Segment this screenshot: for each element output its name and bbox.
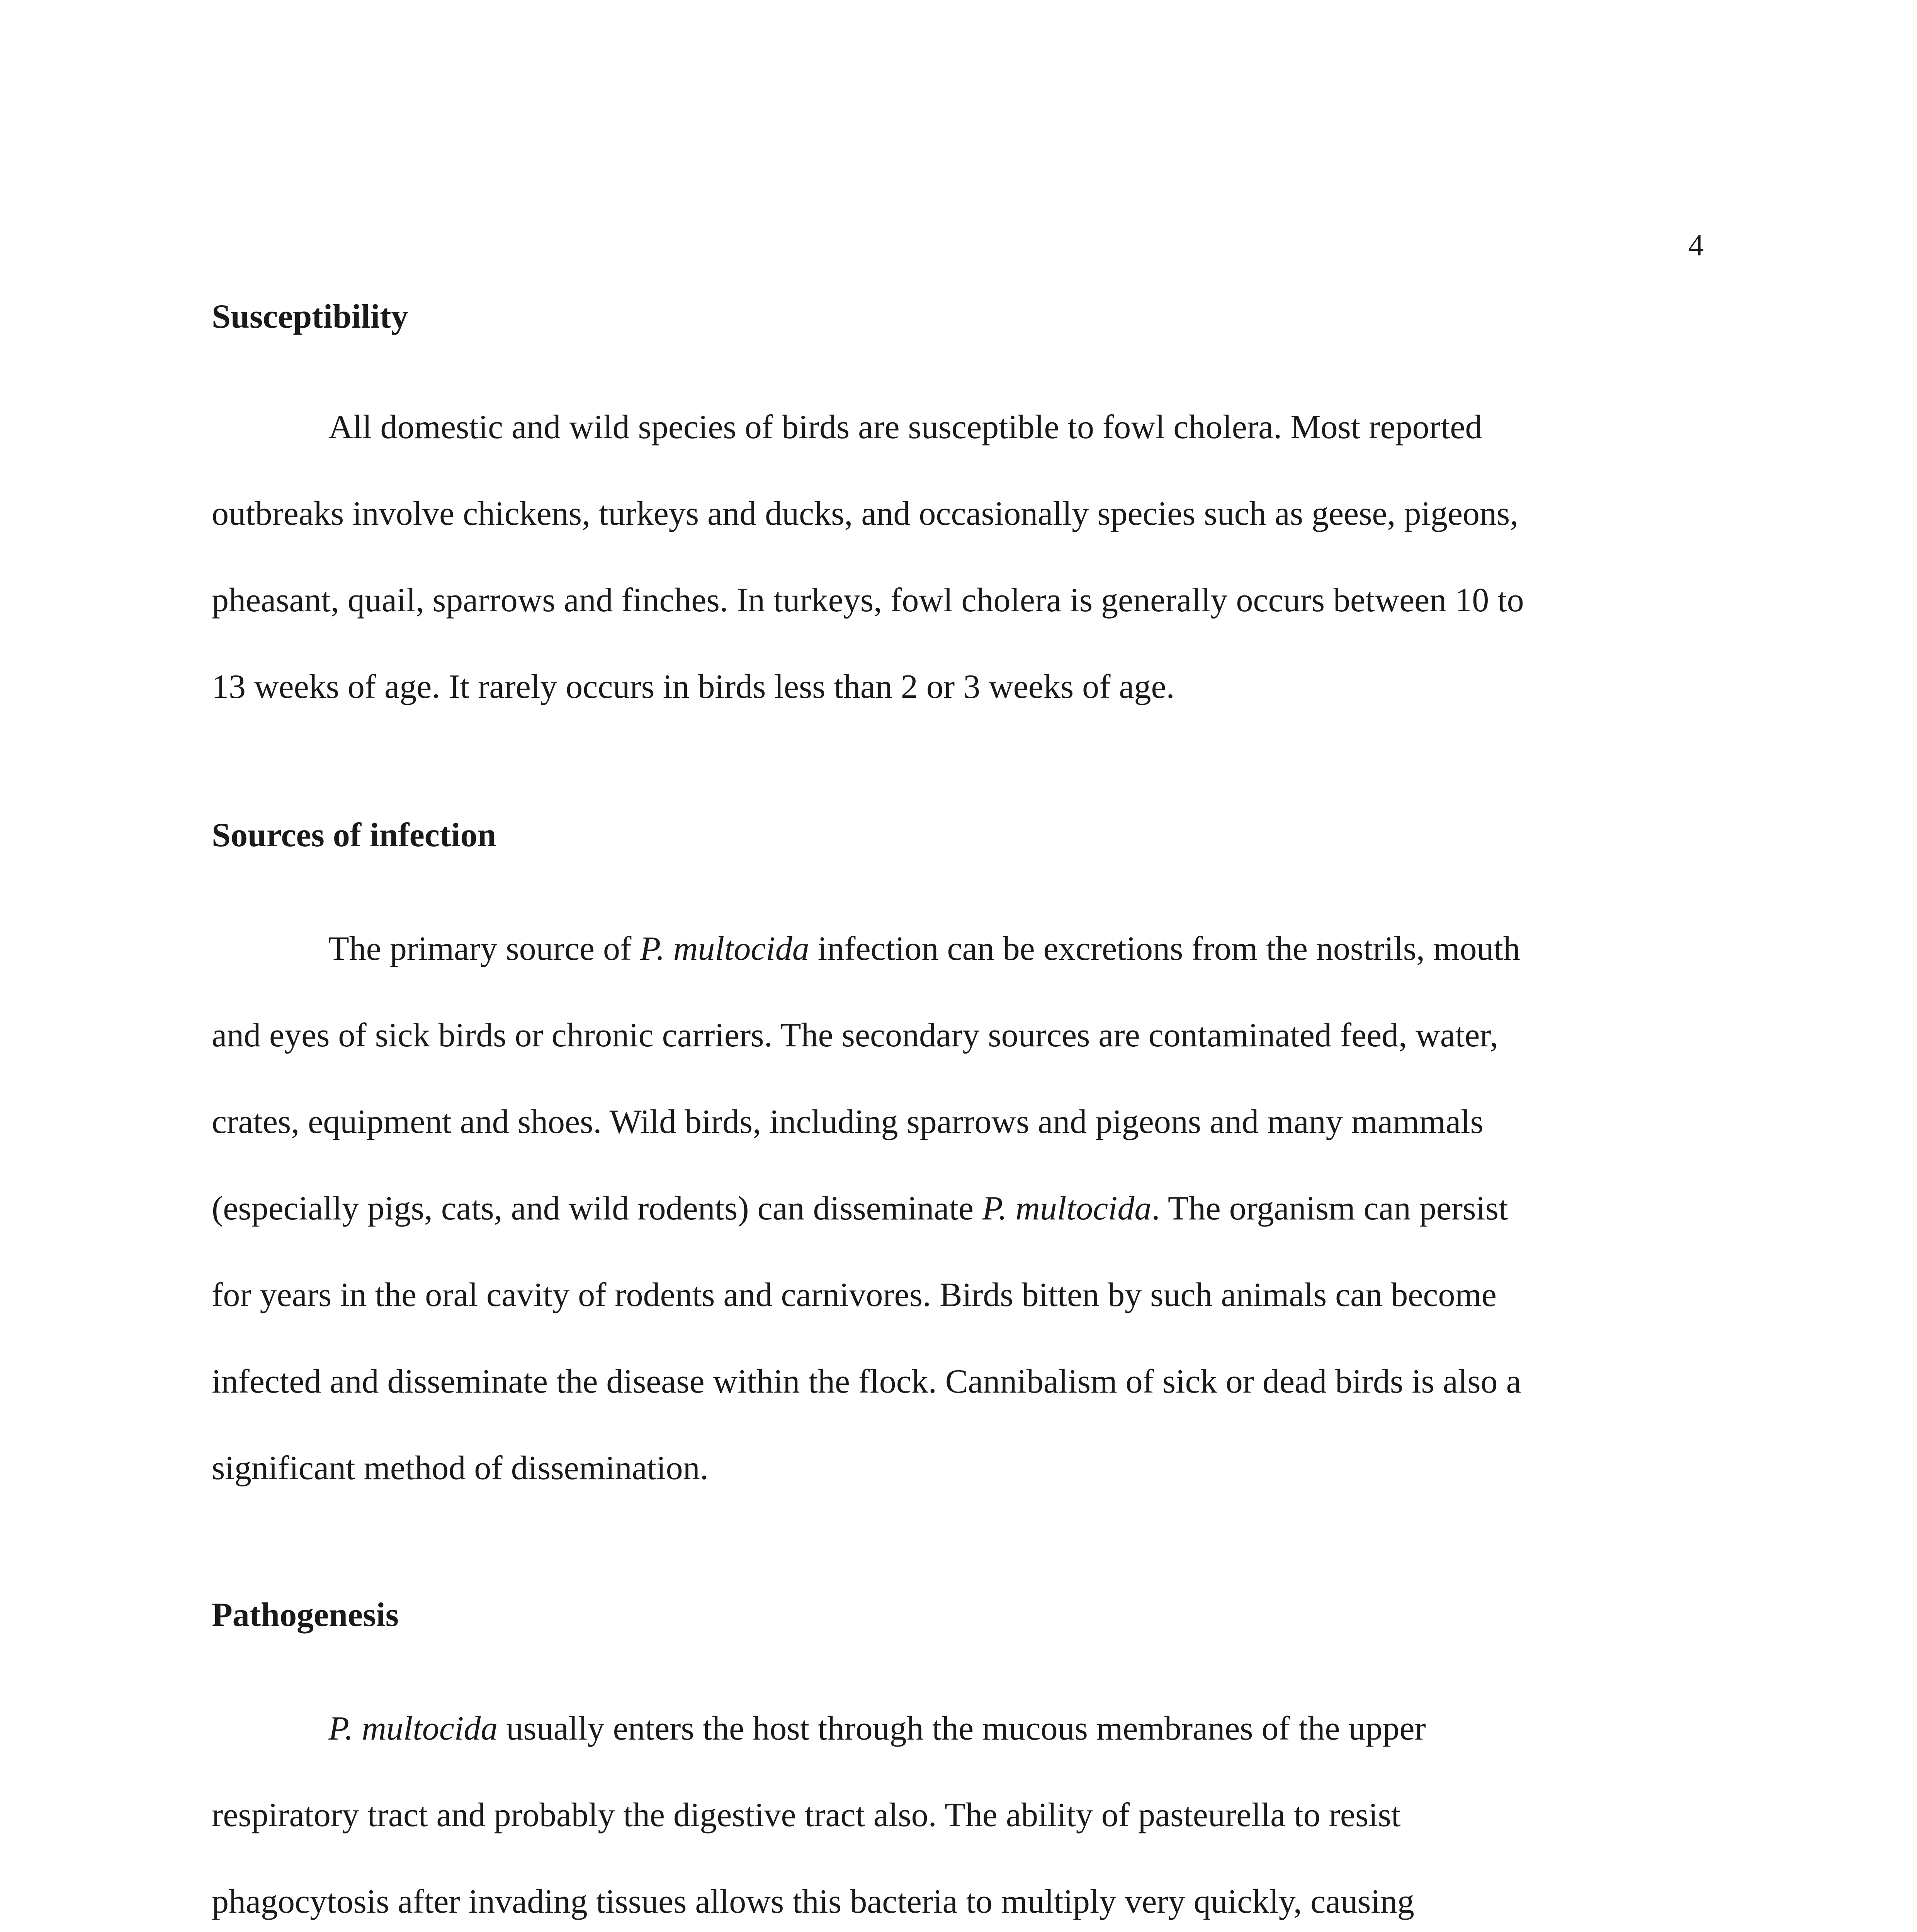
text-run: usually enters the host through the mucous membranes of the upper xyxy=(498,1710,1426,1747)
species-name-italic: P. multocida xyxy=(982,1190,1152,1227)
text-run: The primary source of xyxy=(328,930,640,968)
text-line xyxy=(212,1685,1718,1772)
text-line: crates, equipment and shoes. Wild birds, including sparrows and pigeons and many mammals xyxy=(212,1103,1484,1141)
text-run: . The organism can persist xyxy=(1151,1190,1508,1227)
page-number: 4 xyxy=(1688,228,1704,262)
section-pathogenesis xyxy=(212,1596,1718,1932)
text-run: infection can be excretions from the nostrils, mouth xyxy=(809,930,1520,968)
section-heading-sources: Sources of infection xyxy=(212,816,496,854)
paragraph-susceptibility xyxy=(212,384,1718,730)
section-susceptibility xyxy=(212,298,1718,730)
text-line: significant method of dissemination. xyxy=(212,1449,709,1487)
text-line: for years in the oral cavity of rodents and carnivores. Birds bitten by such animals can become xyxy=(212,1276,1497,1314)
section-sources-of-infection xyxy=(212,816,1718,1512)
paragraph-sources xyxy=(212,906,1718,1512)
species-name-italic: P. multocida xyxy=(328,1710,498,1747)
text-line: respiratory tract and probably the digestive tract also. The ability of pasteurella to resist xyxy=(212,1796,1401,1834)
text-run: (especially pigs, cats, and wild rodents) can disseminate xyxy=(212,1190,982,1227)
text-line: outbreaks involve chickens, turkeys and ducks, and occasionally species such as geese, pigeons, xyxy=(212,495,1519,532)
species-name-italic: P. multocida xyxy=(640,930,809,968)
section-heading-susceptibility: Susceptibility xyxy=(212,298,408,335)
text-line: and eyes of sick birds or chronic carriers. The secondary sources are contaminated feed, water, xyxy=(212,1017,1499,1054)
section-heading-pathogenesis: Pathogenesis xyxy=(212,1596,399,1634)
text-line xyxy=(212,906,1718,992)
text-line: All domestic and wild species of birds are susceptible to fowl cholera. Most reported xyxy=(328,408,1482,446)
text-line xyxy=(212,1165,1718,1252)
text-line: pheasant, quail, sparrows and finches. In turkeys, fowl cholera is generally occurs between 10 to xyxy=(212,582,1524,619)
paragraph-pathogenesis xyxy=(212,1685,1718,1932)
text-line: infected and disseminate the disease within the flock. Cannibalism of sick or dead birds is also a xyxy=(212,1363,1521,1400)
text-line: phagocytosis after invading tissues allows this bacteria to multiply very quickly, causing xyxy=(212,1883,1414,1920)
text-line: 13 weeks of age. It rarely occurs in birds less than 2 or 3 weeks of age. xyxy=(212,668,1175,706)
